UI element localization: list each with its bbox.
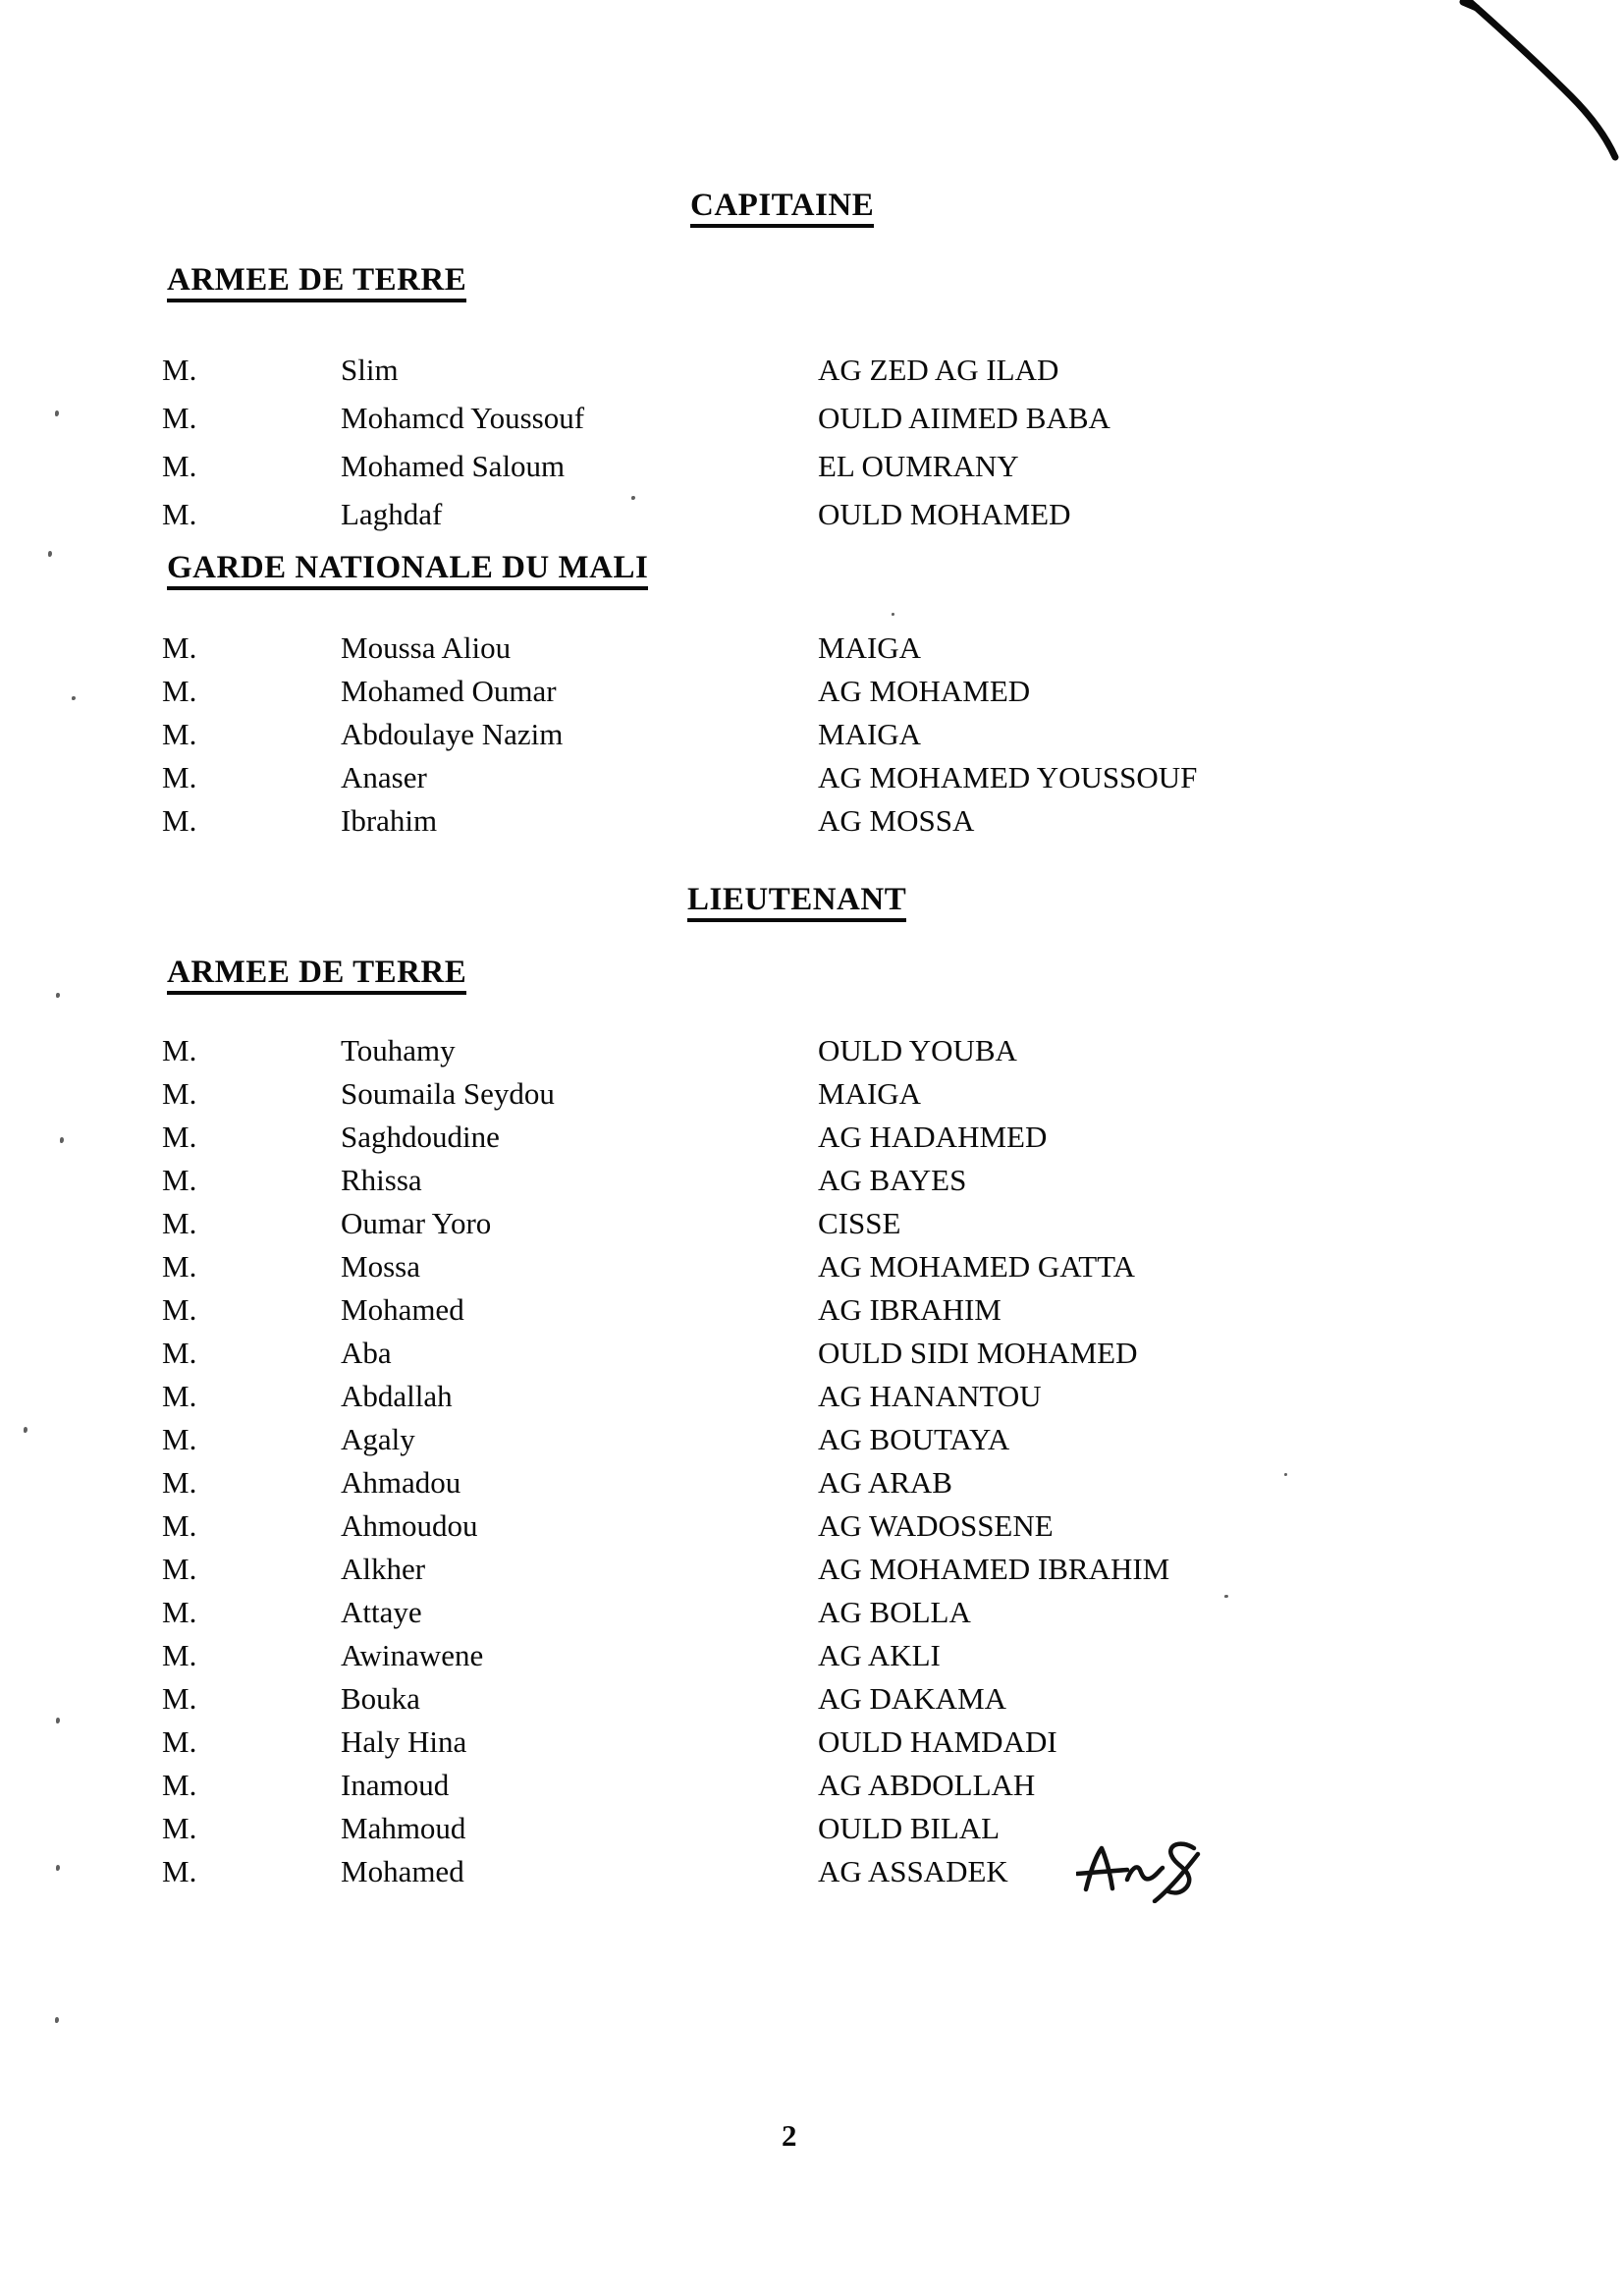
last-name: CISSE (818, 1206, 901, 1240)
person-row (0, 1764, 1624, 1807)
first-name: Mohamcd Youssouf (341, 401, 585, 435)
person-row (0, 1418, 1624, 1461)
handwritten-initials-signature (1076, 1838, 1208, 1903)
civility-label: M. (162, 1768, 197, 1802)
last-name: AG HANANTOU (818, 1379, 1042, 1413)
civility-label: M. (162, 1033, 197, 1067)
last-name: AG HADAHMED (818, 1120, 1048, 1154)
last-name: OULD BILAL (818, 1811, 1001, 1845)
last-name: AG IBRAHIM (818, 1292, 1001, 1327)
first-name: Ibrahim (341, 803, 438, 838)
person-row (0, 1159, 1624, 1202)
civility-label: M. (162, 449, 197, 483)
first-name: Laghdaf (341, 497, 443, 531)
first-name: Mossa (341, 1249, 420, 1284)
last-name: AG ARAB (818, 1465, 952, 1500)
person-row (0, 1677, 1624, 1721)
name-list (0, 346, 1624, 538)
last-name: OULD YOUBA (818, 1033, 1017, 1067)
person-row (0, 670, 1624, 713)
person-row (0, 1591, 1624, 1634)
civility-label: M. (162, 1379, 197, 1413)
first-name: Saghdoudine (341, 1120, 500, 1154)
page-number: 2 (782, 2118, 797, 2153)
person-row (0, 394, 1624, 442)
last-name: AG MOHAMED GATTA (818, 1249, 1136, 1284)
civility-label: M. (162, 497, 197, 531)
first-name: Rhissa (341, 1163, 422, 1197)
civility-label: M. (162, 1120, 197, 1154)
first-name: Soumaila Seydou (341, 1076, 555, 1111)
name-list (0, 1029, 1624, 1893)
person-row (0, 1634, 1624, 1677)
person-row (0, 1332, 1624, 1375)
civility-label: M. (162, 1292, 197, 1327)
group-heading: ARMEE DE TERRE (167, 263, 466, 302)
last-name: AG ASSADEK (818, 1854, 1008, 1888)
rank-heading-capitaine: CAPITAINE (690, 189, 874, 228)
first-name: Awinawene (341, 1638, 484, 1672)
first-name: Mahmoud (341, 1811, 466, 1845)
person-row (0, 1116, 1624, 1159)
civility-label: M. (162, 1681, 197, 1716)
last-name: AG MOHAMED YOUSSOUF (818, 760, 1198, 794)
person-row (0, 1288, 1624, 1332)
person-row (0, 756, 1624, 799)
last-name: MAIGA (818, 717, 922, 751)
person-row (0, 1375, 1624, 1418)
scan-speck (48, 551, 52, 557)
civility-label: M. (162, 353, 197, 387)
civility-label: M. (162, 1336, 197, 1370)
last-name: AG BAYES (818, 1163, 967, 1197)
person-row (0, 1461, 1624, 1504)
first-name: Mohamed (341, 1854, 464, 1888)
last-name: AG ABDOLLAH (818, 1768, 1036, 1802)
name-list (0, 627, 1624, 843)
first-name: Mohamed Saloum (341, 449, 566, 483)
last-name: AG MOSSA (818, 803, 975, 838)
civility-label: M. (162, 1422, 197, 1456)
civility-label: M. (162, 1638, 197, 1672)
first-name: Mohamed (341, 1292, 464, 1327)
first-name: Moussa Aliou (341, 630, 512, 665)
civility-label: M. (162, 1465, 197, 1500)
last-name: AG MOHAMED IBRAHIM (818, 1552, 1170, 1586)
scan-speck (892, 613, 894, 616)
civility-label: M. (162, 1595, 197, 1629)
civility-label: M. (162, 1076, 197, 1111)
civility-label: M. (162, 1724, 197, 1759)
rank-heading-lieutenant: LIEUTENANT (687, 883, 906, 922)
civility-label: M. (162, 1249, 197, 1284)
last-name: OULD HAMDADI (818, 1724, 1057, 1759)
first-name: Mohamed Oumar (341, 674, 557, 708)
last-name: OULD SIDI MOHAMED (818, 1336, 1138, 1370)
civility-label: M. (162, 760, 197, 794)
civility-label: M. (162, 1206, 197, 1240)
group-heading: GARDE NATIONALE DU MALI (167, 551, 648, 590)
last-name: AG WADOSSENE (818, 1508, 1054, 1543)
person-row (0, 1504, 1624, 1548)
last-name: AG DAKAMA (818, 1681, 1007, 1716)
person-row (0, 627, 1624, 670)
civility-label: M. (162, 630, 197, 665)
first-name: Agaly (341, 1422, 415, 1456)
person-row (0, 346, 1624, 394)
civility-label: M. (162, 1854, 197, 1888)
person-row (0, 1029, 1624, 1072)
person-row (0, 1850, 1624, 1893)
last-name: AG BOLLA (818, 1595, 971, 1629)
civility-label: M. (162, 674, 197, 708)
last-name: AG AKLI (818, 1638, 941, 1672)
first-name: Touhamy (341, 1033, 456, 1067)
civility-label: M. (162, 1508, 197, 1543)
scan-speck (56, 993, 60, 998)
first-name: Inamoud (341, 1768, 450, 1802)
person-row (0, 799, 1624, 843)
first-name: Ahmoudou (341, 1508, 478, 1543)
civility-label: M. (162, 401, 197, 435)
first-name: Abdoulaye Nazim (341, 717, 564, 751)
first-name: Slim (341, 353, 399, 387)
last-name: MAIGA (818, 1076, 922, 1111)
person-row (0, 1721, 1624, 1764)
person-row (0, 490, 1624, 538)
person-row (0, 713, 1624, 756)
last-name: EL OUMRANY (818, 449, 1019, 483)
person-row (0, 1072, 1624, 1116)
first-name: Abdallah (341, 1379, 453, 1413)
person-row (0, 1807, 1624, 1850)
group-heading: ARMEE DE TERRE (167, 956, 466, 995)
scan-speck (55, 2017, 59, 2023)
civility-label: M. (162, 717, 197, 751)
last-name: MAIGA (818, 630, 922, 665)
first-name: Oumar Yoro (341, 1206, 492, 1240)
first-name: Aba (341, 1336, 392, 1370)
first-name: Haly Hina (341, 1724, 467, 1759)
last-name: OULD MOHAMED (818, 497, 1071, 531)
first-name: Anaser (341, 760, 427, 794)
last-name: AG ZED AG ILAD (818, 353, 1059, 387)
civility-label: M. (162, 1552, 197, 1586)
person-row (0, 1548, 1624, 1591)
last-name: AG MOHAMED (818, 674, 1031, 708)
first-name: Ahmadou (341, 1465, 461, 1500)
person-row (0, 1202, 1624, 1245)
person-row (0, 442, 1624, 490)
first-name: Alkher (341, 1552, 426, 1586)
corner-pen-stroke-icon (1453, 0, 1624, 167)
civility-label: M. (162, 1163, 197, 1197)
last-name: AG BOUTAYA (818, 1422, 1010, 1456)
civility-label: M. (162, 803, 197, 838)
person-row (0, 1245, 1624, 1288)
civility-label: M. (162, 1811, 197, 1845)
last-name: OULD AIIMED BABA (818, 401, 1110, 435)
first-name: Bouka (341, 1681, 420, 1716)
first-name: Attaye (341, 1595, 422, 1629)
